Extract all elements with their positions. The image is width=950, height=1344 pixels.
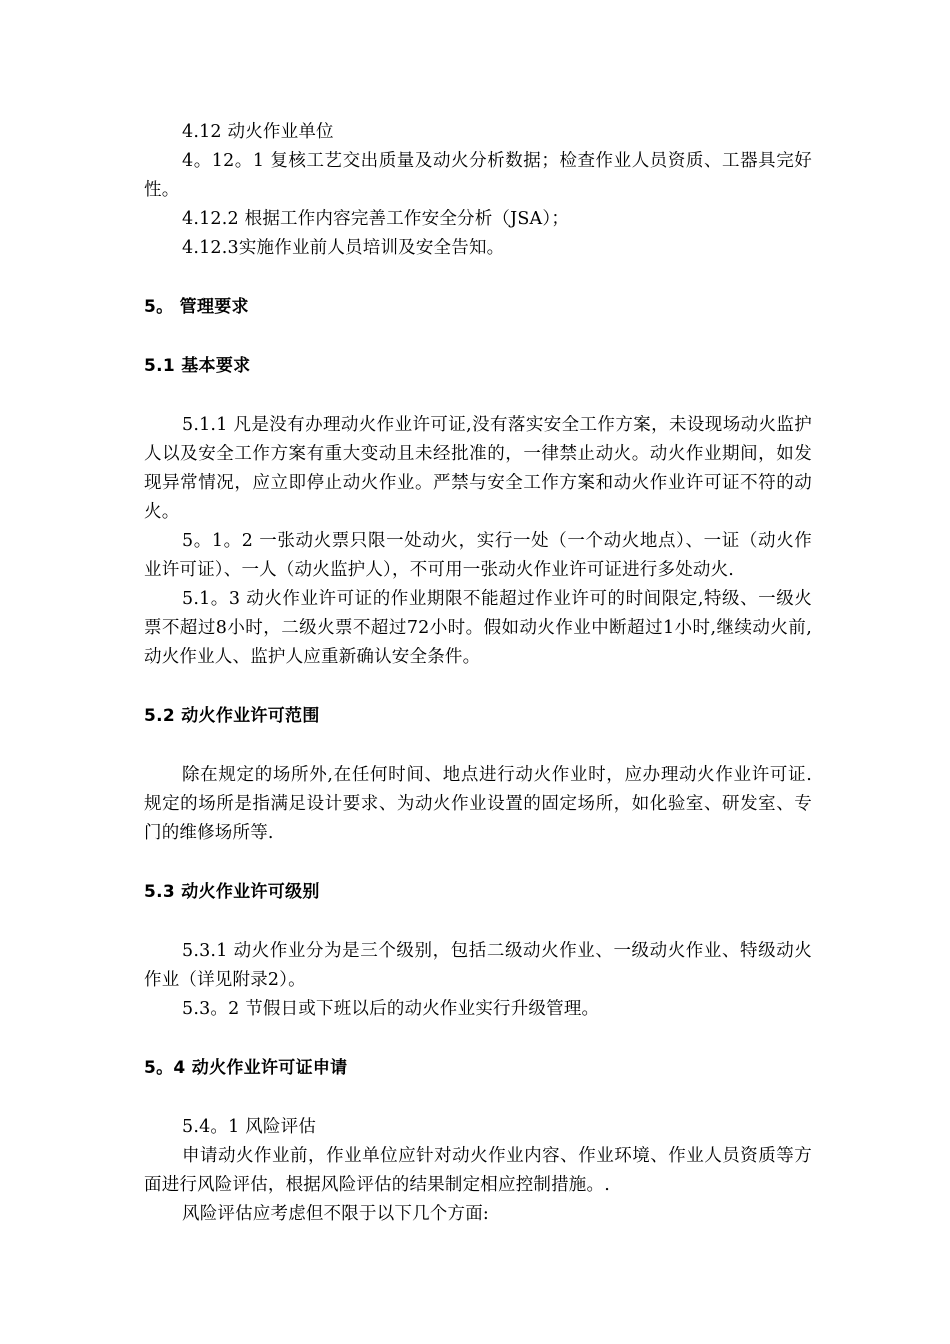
heading-5-1-basic-requirements: 5.1 基本要求 — [144, 356, 251, 376]
paragraph-5-4-1-body: 申请动火作业前，作业单位应针对动火作业内容、作业环境、作业人员资质等方面进行风险评估，根据风险评估的结果制定相应控制措施。. — [144, 1146, 812, 1195]
paragraph-5-4-1-aspects: 风险评估应考虑但不限于以下几个方面: — [182, 1204, 489, 1224]
heading-5-2-permit-scope: 5.2 动火作业许可范围 — [144, 706, 320, 726]
heading-5-4-permit-application: 5。4 动火作业许可证申请 — [144, 1058, 348, 1078]
paragraph-5-2-1: 除在规定的场所外,在任何时间、地点进行动火作业时，应办理动火作业许可证.规定的场所是指满足设计要求、为动火作业设置的固定场所，如化验室、研发室、专门的维修场所等. — [144, 765, 812, 843]
paragraph-5-3-2: 5.3。2 节假日或下班以后的动火作业实行升级管理。 — [182, 999, 600, 1019]
paragraph-4-12-3: 4.12.3实施作业前人员培训及安全告知。 — [182, 238, 505, 258]
paragraph-5-1-2: 5。1。2 一张动火票只限一处动火，实行一处（一个动火地点）、一证（动火作业许可证）、一人（动火监护人），不可用一张动火作业许可证进行多处动火. — [144, 531, 812, 580]
paragraph-5-1-1: 5.1.1 凡是没有办理动火作业许可证,没有落实安全工作方案，未设现场动火监护人以及安全工作方案有重大变动且未经批准的，一律禁止动火。动火作业期间，如发现异常情况，应立即停止动火作业。严禁与安全工作方案和动火作业许可证不符的动火。 — [144, 415, 812, 522]
paragraph-4-12-1: 4。12。1 复核工艺交出质量及动火分析数据；检查作业人员资质、工器具完好性。 — [144, 151, 812, 200]
paragraph-5-4-1: 5.4。1 风险评估 — [182, 1117, 317, 1137]
heading-5-management-requirements: 5。 管理要求 — [144, 297, 249, 317]
paragraph-4-12: 4.12 动火作业单位 — [182, 122, 334, 142]
paragraph-5-3-1: 5.3.1 动火作业分为是三个级别，包括二级动火作业、一级动火作业、特级动火作业（详见附录2）。 — [144, 941, 812, 990]
paragraph-5-1-3: 5.1。3 动火作业许可证的作业期限不能超过作业许可的时间限定,特级、一级火票不超过8小时，二级火票不超过72小时。假如动火作业中断超过1小时,继续动火前,动火作业人、监护人应重新确认安全条件。 — [144, 589, 812, 667]
heading-5-3-permit-levels: 5.3 动火作业许可级别 — [144, 882, 320, 902]
document-body — [144, 118, 812, 1229]
paragraph-4-12-2: 4.12.2 根据工作内容完善工作安全分析（JSA）； — [182, 209, 570, 229]
